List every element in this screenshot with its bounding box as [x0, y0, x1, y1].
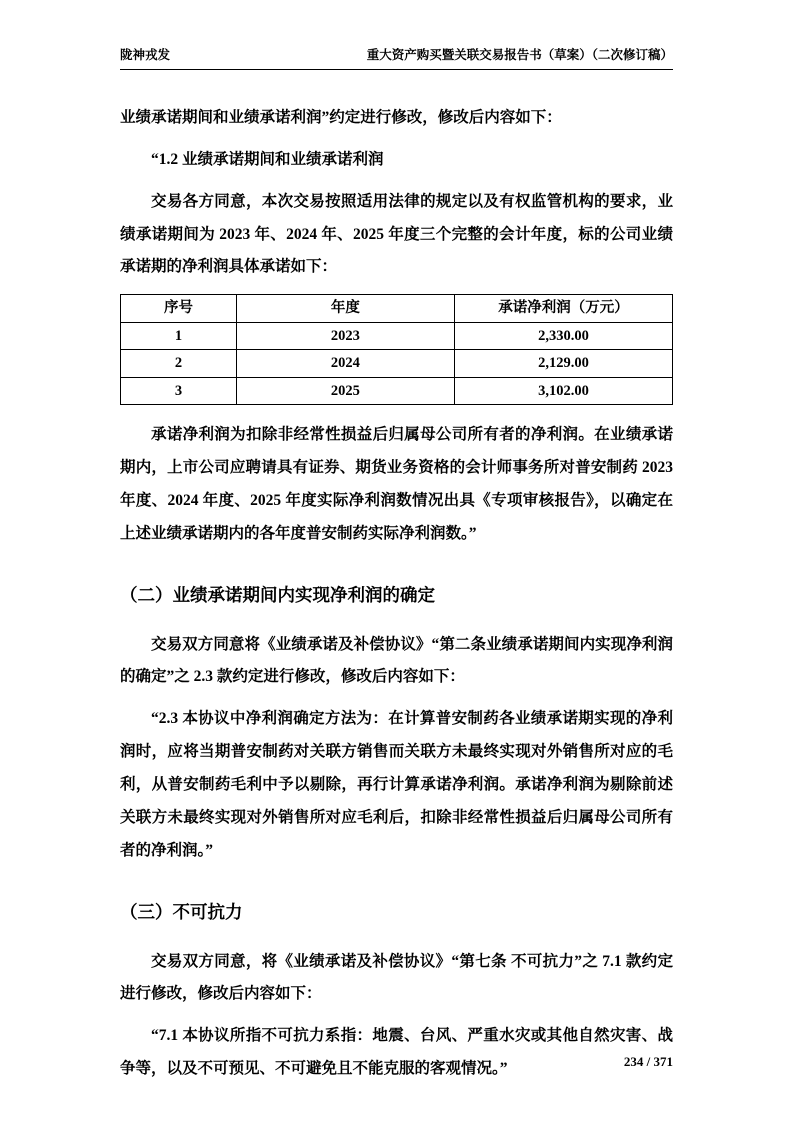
table-row: [121, 322, 673, 349]
paragraph-commitment-period: 交易各方同意，本次交易按照适用法律的规定以及有权监管机构的要求，业绩承诺期间为 2023 年、2024 年、2025 年度三个完整的会计年度，标的公司业绩承诺期的净利润具体承诺如下：: [120, 192, 673, 276]
table-row: [121, 377, 673, 404]
header-document-title: 重大资产购买暨关联交易报告书（草案）（二次修订稿）: [366, 48, 673, 62]
table-cell-profit: 2,330.00: [454, 322, 672, 349]
paragraph-clause-1-2-title: “1.2 业绩承诺期间和业绩承诺利润: [151, 150, 384, 168]
section-heading-3: （三）不可抗力: [120, 901, 243, 922]
table-header-row: [121, 295, 673, 322]
header-company-name: 陇神戎发: [120, 48, 171, 62]
paragraph-clause-2-3: “2.3 本协议中净利润确定方法为：在计算普安制药各业绩承诺期实现的净利润时，应将当期普安制药对关联方销售而关联方未最终实现对外销售所对应的毛利，从普安制药毛利中予以剔除，再行计算承诺净利润。承诺净利润为剔除前述关联方未最终实现对外销售所对应毛利后，扣除非经常性损益后归属母公司所有者的净利润。”: [120, 710, 673, 859]
section-heading-2: （二）业绩承诺期间内实现净利润的确定: [120, 584, 435, 605]
table-cell-year: 2024: [236, 350, 454, 377]
paragraph-clause-7-1: “7.1 本协议所指不可抗力系指：地震、台风、严重水灾或其他自然灾害、战争等，以及不可预见、不可避免且不能克服的客观情况。”: [120, 1027, 673, 1078]
table-cell-year: 2025: [236, 377, 454, 404]
page-header: [120, 45, 673, 70]
table-cell-profit: 2,129.00: [454, 350, 672, 377]
document-content: [120, 102, 673, 1086]
table-cell-serial: 3: [121, 377, 237, 404]
table-row: [121, 350, 673, 377]
profit-commitment-table: [120, 294, 673, 405]
paragraph-intro: 业绩承诺期间和业绩承诺利润”约定进行修改，修改后内容如下：: [120, 109, 562, 126]
page-number: 234 / 371: [623, 1054, 673, 1069]
paragraph-section2-intro: 交易双方同意将《业绩承诺及补偿协议》“第二条业绩承诺期间内实现净利润的确定”之 2.3 款约定进行修改，修改后内容如下：: [120, 635, 673, 686]
table-cell-serial: 1: [121, 322, 237, 349]
table-header-year: 年度: [236, 295, 454, 322]
page-footer: [624, 1054, 673, 1070]
paragraph-section3-intro: 交易双方同意，将《业绩承诺及补偿协议》“第七条 不可抗力”之 7.1 款约定进行修改，修改后内容如下：: [120, 952, 673, 1003]
table-cell-profit: 3,102.00: [454, 377, 672, 404]
table-cell-year: 2023: [236, 322, 454, 349]
paragraph-after-table: 承诺净利润为扣除非经常性损益后归属母公司所有者的净利润。在业绩承诺期内，上市公司应聘请具有证券、期货业务资格的会计师事务所对普安制药 2023 年度、2024 年度、2025 年度实际净利润数情况出具《专项审核报告》，以确定在上述业绩承诺期内的各年度普安制药实际净利润数。”: [120, 426, 673, 542]
table-header-promised-profit: 承诺净利润（万元）: [454, 295, 672, 322]
table-cell-serial: 2: [121, 350, 237, 377]
table-header-serial: 序号: [121, 295, 237, 322]
